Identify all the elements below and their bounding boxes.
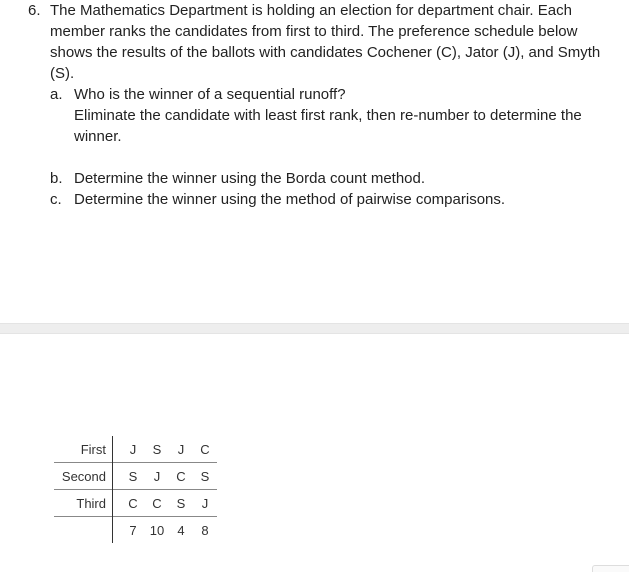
row-label-second: Second: [54, 463, 113, 490]
part-b: [50, 168, 624, 189]
question-body: [50, 0, 624, 210]
table-cell: J: [145, 463, 169, 490]
table-cell: C: [169, 463, 193, 490]
preference-schedule-table: [54, 436, 217, 543]
part-c: [50, 189, 624, 210]
part-a-text: Who is the winner of a sequential runoff?: [74, 86, 346, 103]
table-row-third: [54, 490, 217, 517]
part-b-text: Determine the winner using the Borda count method.: [74, 170, 426, 187]
table-row-first: [54, 436, 217, 463]
question-number: 6.: [28, 2, 41, 19]
part-a-hint: Eliminate the candidate with least first rank, then re-number to determine the winner.: [74, 107, 582, 145]
question-block: [28, 0, 624, 210]
row-label-counts: [54, 517, 113, 544]
part-c-text: Determine the winner using the method of pairwise comparisons.: [74, 191, 506, 208]
part-b-label: b.: [50, 170, 63, 187]
table-cell: S: [169, 490, 193, 517]
voter-count: 4: [169, 517, 193, 544]
voter-count: 8: [193, 517, 217, 544]
table-cell: C: [145, 490, 169, 517]
table-cell: S: [193, 463, 217, 490]
corner-tab: [592, 565, 629, 572]
question-text: The Mathematics Department is holding an election for department chair. Each member ranks the candidates from first to third. The preference schedule below shows the results of the ballots with candidates Cochener (C), Jator (J), and Smyth (S).: [50, 2, 601, 82]
table-row-second: [54, 463, 217, 490]
table-cell: J: [193, 490, 217, 517]
part-a-label: a.: [50, 86, 63, 103]
row-label-third: Third: [54, 490, 113, 517]
table-cell: C: [200, 441, 210, 457]
table-cell: S: [152, 441, 162, 457]
voter-count: 7: [113, 517, 146, 544]
voter-count: 10: [145, 517, 169, 544]
section-divider: [0, 323, 629, 334]
table-cell: J: [177, 441, 185, 457]
table-cell: C: [113, 490, 146, 517]
table-cell: J: [129, 441, 137, 457]
table-row-counts: [54, 517, 217, 544]
part-c-label: c.: [50, 191, 62, 208]
table-cell: S: [113, 463, 146, 490]
row-label-first: First: [54, 436, 113, 463]
part-a: [50, 84, 624, 147]
